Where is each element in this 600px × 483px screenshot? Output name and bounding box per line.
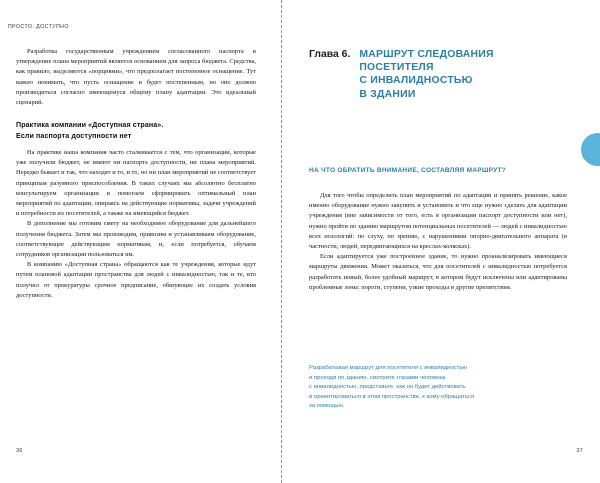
chapter-title-line-4: В ЗДАНИИ — [359, 88, 416, 100]
paragraph: Разработка государственным учреждением согласованного паспорта и утверждение плана мероприятий является основанием для запроса бюджета. Средства, как правило, выделяются «порциями», что предполагает постепенное оснащение. Тут важно понимать, что пусть оснащение и будет постепенным, но оно должно производиться согласно имеющемуся общему плану адаптации. Это идеальный сценарий. — [16, 48, 256, 107]
paragraph: Для того чтобы определить план мероприятий по адаптации и принять решение, какое именно оборудование нужно закупить и установить и что еще нужно сделать для адаптации учреждения (вне зависимости от того, есть в организации паспорт доступности или нет), нужно пройти по зданию маршрутом потенциальных посетителей — людей с инвалидностью всех нозологий: по слуху, по зрению, с нарушениями опорно-двигательного аппарата (в частности, людей, передвигающихся на креслах-колясках). — [309, 192, 567, 251]
right-page — [281, 0, 600, 483]
paragraph: В дополнение мы готовим смету на необходимое оборудование для дальнейшего получения бюджета. Затем мы производим, привозим и устанавливаем оборудование, соответствующее действующим нормативам, и, если потребуется, обучаем сотрудников организации пользоваться им. — [16, 220, 256, 259]
callout-line-1: Разрабатывая маршрут для посетителя с инвалидностью — [309, 365, 467, 371]
subheading — [16, 120, 256, 141]
left-text-column — [16, 47, 256, 301]
paragraph: В компанию «Доступная страна» обращаются как те учреждения, которые идут путем плановой адаптации пространства для людей с инвалидностью, так и те, кто получил от прокуратуры срочное предписание, обязующее их создать условия доступности. — [16, 261, 256, 299]
subheading-line-1: Практика компании «Доступная страна». — [16, 121, 164, 130]
chapter-title-line-3: С ИНВАЛИДНОСТЬЮ — [359, 75, 473, 87]
chapter-heading — [309, 48, 494, 101]
chapter-label: Глава 6. — [309, 49, 351, 60]
callout-line-3: с инвалидностью, представьте, как он будет действовать — [309, 384, 466, 391]
callout-box — [309, 364, 561, 412]
center-gutter-divider — [281, 0, 282, 483]
chapter-title — [359, 48, 493, 101]
callout-line-5: за помощью. — [309, 403, 345, 410]
right-text-column — [309, 191, 567, 293]
subheading-line-2: Если паспорта доступности нет — [16, 131, 132, 140]
left-page — [0, 0, 281, 483]
chapter-title-line-1: МАРШРУТ СЛЕДОВАНИЯ — [359, 49, 494, 60]
callout-line-2: и проходя по зданию, смотрите глазами человека — [309, 374, 446, 381]
page-number-right: 37 — [576, 448, 583, 454]
chapter-title-line-2: ПОСЕТИТЕЛЯ — [359, 62, 434, 74]
paragraph: На практике наша компания часто сталкивается с тем, что организации, которые уже получили бюджет, не имеют ни паспорта доступности, ни плана мероприятий. Нередко бывает и так, что находят и то, и то, но ни план мероприятий не соответствует принципам разумного приспособления. В таких случаях мы абсолютно бесплатно консультируем организации и помогаем сформировать оптимальный план мероприятий по адаптации, опираясь на действующие нормативы, задачи учреждений и потребности их посетителей, а также на имеющийся бюджет. — [16, 149, 256, 218]
paragraph: Если адаптируется уже построенное здание, то нужно проанализировать имеющиеся маршруты движения. Может оказаться, что для посетителей с инвалидностью потребуется разработать новый, более удобный маршрут, в котором будут исключены или адаптированы проблемные зоны: пороги, ступени, узкие проходы и другие препятствия. — [309, 253, 567, 291]
page-number-left: 36 — [16, 448, 23, 454]
decorative-circle — [581, 133, 600, 166]
callout-line-4: и ориентироваться в этом пространстве, к кому обращаться — [309, 393, 475, 400]
running-head: ПРОСТО. ДОСТУПНО — [8, 24, 69, 30]
section-heading: НА ЧТО ОБРАТИТЬ ВНИМАНИЕ, СОСТАВЛЯЯ МАРШРУТ? — [309, 167, 507, 174]
